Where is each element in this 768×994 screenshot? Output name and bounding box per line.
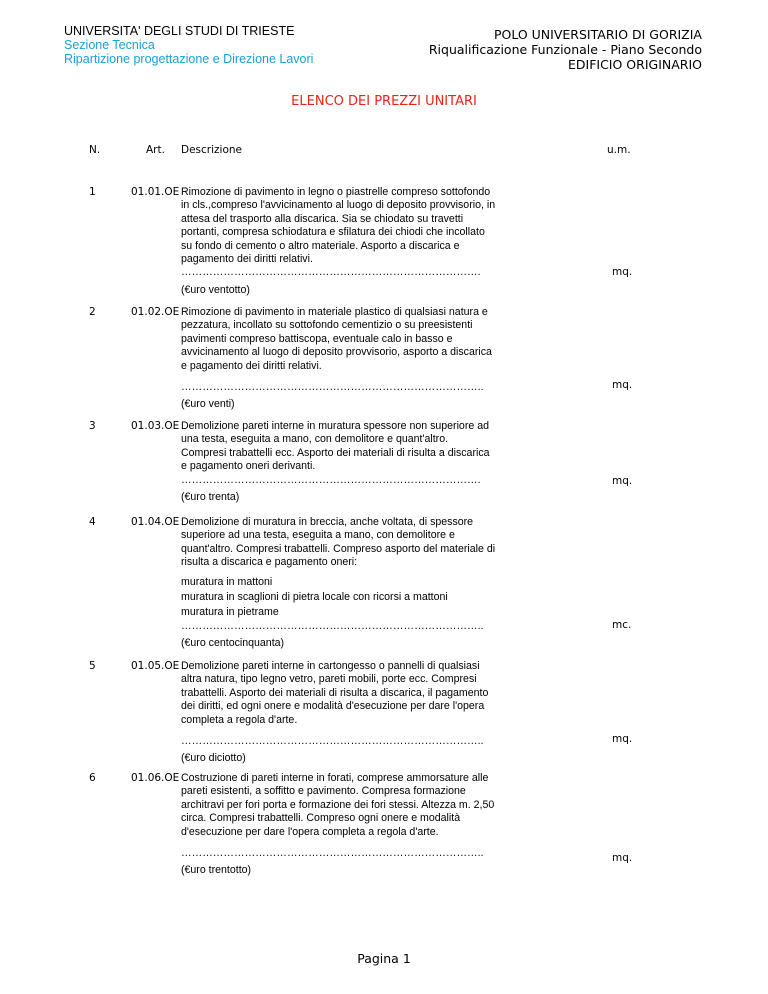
section-name: Sezione Tecnica bbox=[64, 38, 155, 52]
desc-line: e pagamento oneri derivanti. bbox=[181, 460, 316, 473]
sub-item: muratura in mattoni bbox=[181, 575, 273, 588]
item-article: 01.03.OE bbox=[131, 420, 180, 432]
item-price: (€uro venti) bbox=[181, 398, 235, 411]
dot-leader: ………………………………………………………………………….. bbox=[181, 381, 484, 394]
item-number: 4 bbox=[89, 516, 96, 528]
page-number: Pagina 1 bbox=[357, 951, 411, 966]
sub-item: muratura in pietrame bbox=[181, 605, 279, 618]
item-price: (€uro diciotto) bbox=[181, 752, 246, 765]
column-header-um: u.m. bbox=[607, 144, 631, 156]
document-title: ELENCO DEI PREZZI UNITARI bbox=[291, 94, 477, 109]
desc-line: pagamento dei diritti relativi. bbox=[181, 253, 313, 266]
item-unit: mq. bbox=[612, 852, 633, 864]
item-unit: mq. bbox=[612, 379, 633, 391]
dot-leader: ………………………………………………………………………….. bbox=[181, 847, 484, 860]
item-article: 01.02.OE bbox=[131, 306, 180, 318]
item-number: 1 bbox=[89, 186, 96, 198]
desc-line: Rimozione di pavimento in materiale plastico di qualsiasi natura e bbox=[181, 306, 488, 318]
dot-leader: ………………………………………………………………………….. bbox=[181, 735, 484, 748]
dot-leader: ………………………………………………………………………….. bbox=[181, 619, 484, 632]
item-unit: mq. bbox=[612, 733, 633, 745]
item-price: (€uro ventotto) bbox=[181, 283, 250, 296]
desc-line: completa a regola d'arte. bbox=[181, 713, 298, 726]
desc-line: superiore ad una testa, eseguita a mano, con demolitore e bbox=[181, 529, 455, 542]
dot-leader: …………………………………………………………………………. bbox=[181, 473, 481, 486]
desc-line: circa. Compresi trabattelli. Compreso ogni onere e modalità bbox=[181, 812, 461, 825]
university-name: UNIVERSITA' DEGLI STUDI DI TRIESTE bbox=[64, 24, 295, 38]
column-header-n: N. bbox=[89, 144, 101, 156]
item-price: (€uro trenta) bbox=[181, 491, 240, 504]
column-header-art: Art. bbox=[146, 144, 165, 156]
item-article: 01.05.OE bbox=[131, 660, 180, 672]
desc-line: Demolizione di muratura in breccia, anche voltata, di spessore bbox=[181, 516, 474, 528]
desc-line: in cls.,compreso l'avvicinamento al luogo di deposito provvisorio, in bbox=[181, 199, 496, 212]
item-number: 2 bbox=[89, 306, 96, 318]
item-article: 01.06.OE bbox=[131, 772, 180, 784]
header-left bbox=[64, 24, 313, 66]
desc-line: attesa del trasporto alla discarica. Sia se chiodato su travetti bbox=[181, 212, 464, 225]
item-description bbox=[181, 186, 516, 297]
building-name: EDIFICIO ORIGINARIO bbox=[567, 57, 702, 72]
column-header-desc: Descrizione bbox=[181, 144, 242, 156]
project-name: Riqualificazione Funzionale - Piano Secondo bbox=[428, 42, 702, 57]
sub-item: muratura in scaglioni di pietra locale con ricorsi a mattoni bbox=[181, 590, 448, 603]
desc-line: trabattelli. Asporto dei materiali di risulta a discarica, il pagamento bbox=[181, 686, 489, 699]
dot-leader: …………………………………………………………………………. bbox=[181, 266, 481, 279]
desc-line: altra natura, tipo legno vetro, pareti mobili, porte ecc. Compresi bbox=[181, 673, 477, 686]
desc-line: portanti, compresa schiodatura e sfilatura dei chiodi che incollato bbox=[181, 226, 485, 239]
item-article: 01.01.OE bbox=[131, 186, 180, 198]
item-description bbox=[181, 516, 516, 650]
desc-line: e pagamento dei diritti relativi. bbox=[181, 359, 322, 372]
item-price: (€uro centocinquanta) bbox=[181, 637, 285, 650]
item-unit: mq. bbox=[612, 475, 633, 487]
desc-line: dei diritti, ed ogni onere e modalità d'esecuzione per dare l'opera bbox=[181, 700, 485, 713]
item-description bbox=[181, 306, 516, 412]
header-right bbox=[429, 27, 702, 72]
item-number: 6 bbox=[89, 772, 96, 784]
desc-line: d'esecuzione per dare l'opera completa a regola d'arte. bbox=[181, 825, 439, 838]
item-description bbox=[181, 772, 516, 878]
item-number: 3 bbox=[89, 420, 96, 432]
desc-line: pareti esistenti, a soffitto e pavimento. Compresa formazione bbox=[181, 785, 466, 798]
desc-line: Costruzione di pareti interne in forati, comprese ammorsature alle bbox=[181, 772, 489, 784]
desc-line: Demolizione pareti interne in cartongesso o pannelli di qualsiasi bbox=[181, 660, 480, 672]
item-number: 5 bbox=[89, 660, 96, 672]
desc-line: architravi per fori porta e formazione dei fori stessi. Altezza m. 2,50 bbox=[181, 798, 495, 811]
desc-line: Demolizione pareti interne in muratura spessore non superiore ad bbox=[181, 420, 489, 432]
desc-line: pavimenti compreso battiscopa, eventuale calo in basso e bbox=[181, 332, 453, 345]
item-description bbox=[181, 660, 516, 766]
desc-line: su fondo di cemento o altro materiale. Asporto a discarica e bbox=[181, 239, 460, 252]
desc-line: risulta a discarica e pagamento oneri: bbox=[181, 556, 358, 569]
item-article: 01.04.OE bbox=[131, 516, 180, 528]
item-description bbox=[181, 420, 516, 504]
desc-line: avvicinamento al luogo di deposito provvisorio, asporto a discarica bbox=[181, 346, 492, 359]
desc-line: pezzatura, incollato su sottofondo cementizio o su preesistenti bbox=[181, 319, 473, 332]
department-name: Ripartizione progettazione e Direzione Lavori bbox=[64, 52, 314, 66]
item-price: (€uro trentotto) bbox=[181, 864, 252, 877]
desc-line: Rimozione di pavimento in legno o piastrelle compreso sottofondo bbox=[181, 186, 491, 198]
item-unit: mq. bbox=[612, 266, 633, 278]
desc-line: quant'altro. Compresi trabattelli. Compreso asporto del materiale di bbox=[181, 542, 496, 555]
campus-name: POLO UNIVERSITARIO DI GORIZIA bbox=[493, 27, 702, 42]
desc-line: Compresi trabattelli ecc. Asporto dei materiali di risulta a discarica bbox=[181, 446, 490, 459]
desc-line: una testa, eseguita a mano, con demolitore e quant'altro. bbox=[181, 433, 449, 446]
item-unit: mc. bbox=[612, 619, 632, 631]
